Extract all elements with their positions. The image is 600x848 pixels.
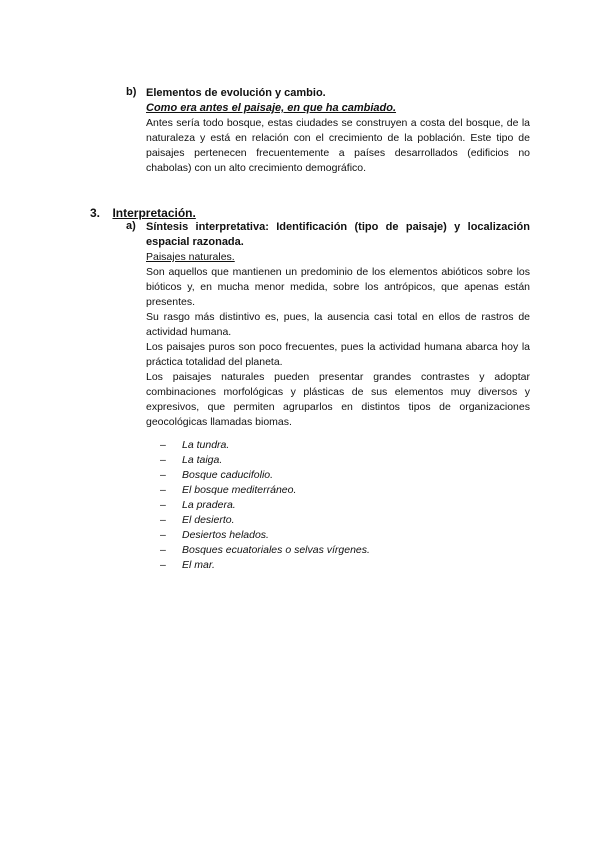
list-item xyxy=(160,468,370,483)
section-3-title: Interpretación. xyxy=(112,206,196,220)
section-b-label: b) xyxy=(126,86,137,98)
section-3-number: 3. xyxy=(90,206,101,220)
biome-label: El desierto. xyxy=(182,514,235,526)
list-item xyxy=(160,453,370,468)
biome-label: Desiertos helados. xyxy=(182,529,269,541)
list-item xyxy=(160,543,370,558)
list-item xyxy=(160,438,370,453)
list-item xyxy=(160,528,370,543)
section-b-content xyxy=(146,86,530,176)
list-item xyxy=(160,513,370,528)
section-a-content xyxy=(146,220,530,430)
paragraph-1: Son aquellos que mantienen un predominio de los elementos abióticos sobre los bióticos y, en mucha menor medida, sobre los antrópicos, que apenas están presentes. xyxy=(146,266,530,308)
section-b-paragraph: Antes sería todo bosque, estas ciudades se construyen a costa del bosque, de la naturaleza y está en relación con el crecimiento de la población. Este tipo de paisajes pertenecen frecuentemente a países desarrollados (edificios no chabolas) con un alto crecimiento demográfico. xyxy=(146,117,530,174)
bullet-dash: – xyxy=(160,484,166,496)
section-a-heading: Síntesis interpretativa: Identificación (tipo de paisaje) y localización espacial razonada. xyxy=(146,221,530,248)
biome-label: El mar. xyxy=(182,559,215,571)
bullet-dash: – xyxy=(160,454,166,466)
biome-label: La tundra. xyxy=(182,439,230,451)
biome-list xyxy=(160,438,370,573)
bullet-dash: – xyxy=(160,544,166,556)
biome-label: Bosque caducifolio. xyxy=(182,469,274,481)
biome-label: La pradera. xyxy=(182,499,236,511)
bullet-dash: – xyxy=(160,529,166,541)
section-a-label: a) xyxy=(126,220,136,232)
list-item xyxy=(160,558,370,573)
bullet-dash: – xyxy=(160,499,166,511)
paragraph-2: Su rasgo más distintivo es, pues, la ausencia casi total en ellos de rastros de actividad humana. xyxy=(146,311,530,338)
bullet-dash: – xyxy=(160,469,166,481)
list-item xyxy=(160,483,370,498)
section-b-heading: Elementos de evolución y cambio. xyxy=(146,87,326,99)
paragraph-3: Los paisajes puros son poco frecuentes, pues la actividad humana abarca hoy la práctica totalidad del planeta. xyxy=(146,341,530,368)
biome-label: Bosques ecuatoriales o selvas vírgenes. xyxy=(182,544,370,556)
list-item xyxy=(160,498,370,513)
paragraph-4: Los paisajes naturales pueden presentar grandes contrastes y adoptar combinaciones morfológicas y plásticas de sus elementos muy diversos y expresivos, que permiten agruparlos en distintos tipos de organizaciones geocológicas llamadas biomas. xyxy=(146,371,530,428)
section-b-subheading: Como era antes el paisaje, en que ha cambiado. xyxy=(146,102,397,114)
bullet-dash: – xyxy=(160,559,166,571)
biome-label: La taiga. xyxy=(182,454,223,466)
biome-label: El bosque mediterráneo. xyxy=(182,484,297,496)
bullet-dash: – xyxy=(160,439,166,451)
section-a-subheading: Paisajes naturales. xyxy=(146,251,235,263)
bullet-dash: – xyxy=(160,514,166,526)
